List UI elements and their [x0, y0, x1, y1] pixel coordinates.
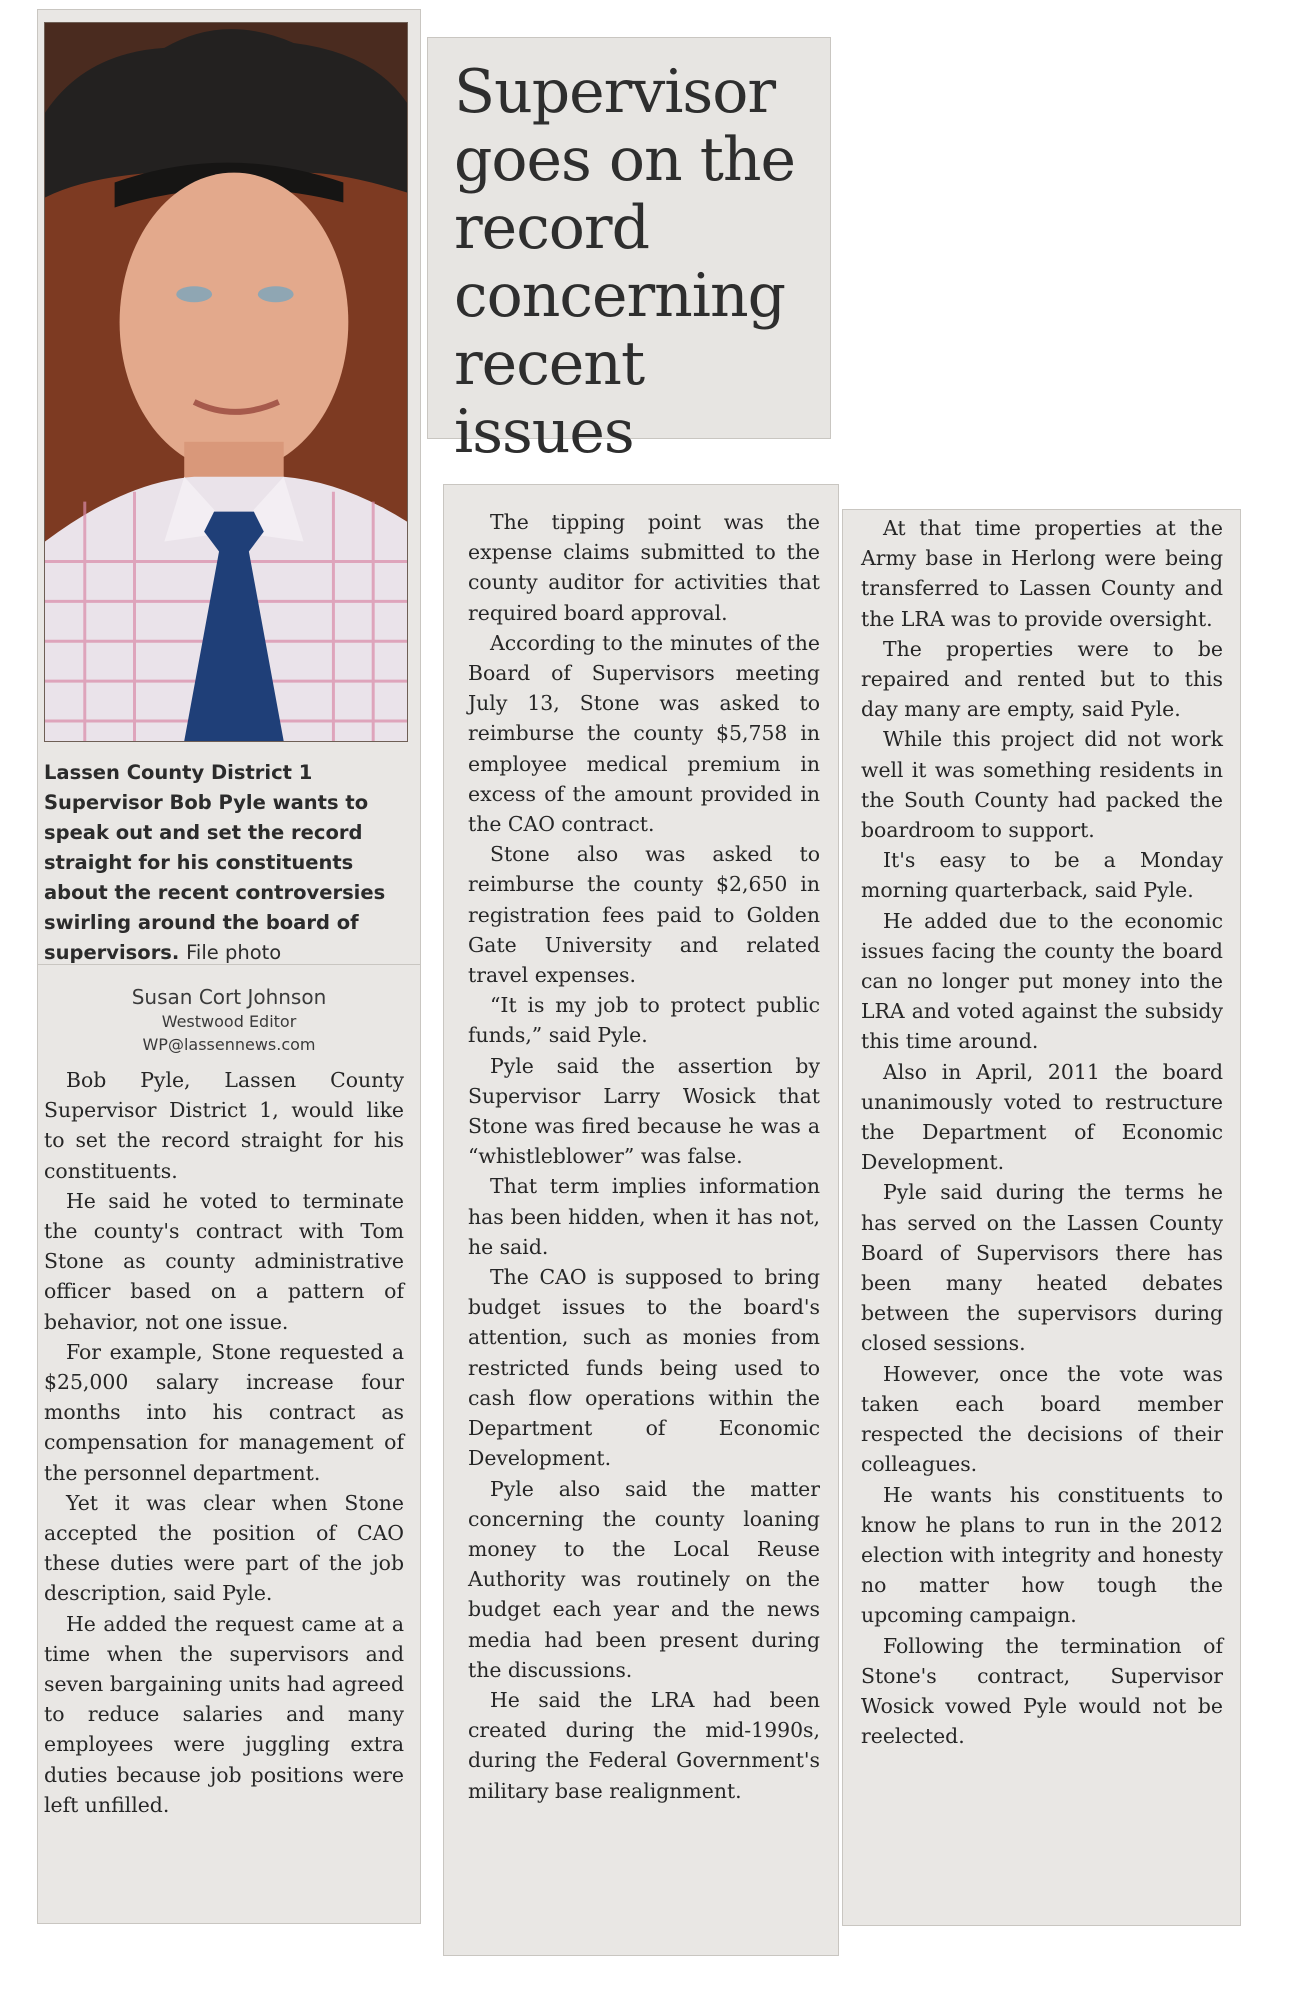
paragraph: Yet it was clear when Stone accepted the position of CAO these duties were part of the job description, said Pyle. [44, 1490, 404, 1606]
paragraph: He added the request came at a time when the supervisors and seven bargaining units had agreed to reduce salaries and many employees were juggling extra duties because job positions were left unfilled. [44, 1611, 404, 1817]
paragraph: According to the minutes of the Board of Supervisors meeting July 13, Stone was asked to reimburse the county $5,758 in employee medical premium in excess of the amount provided in the CAO contract. [468, 630, 820, 837]
paragraph: Pyle said during the terms he has served on the Lassen County Board of Supervisors there has been many heated debates between the supervisors during closed sessions. [861, 1180, 1223, 1356]
author-name: Susan Cort Johnson [131, 985, 327, 1009]
paragraph: He said he voted to terminate the county's contract with Tom Stone as county administrative officer based on a pattern of behavior, not one issue. [44, 1188, 404, 1334]
paragraph: That term implies information has been hidden, when it has not, he said. [468, 1174, 820, 1259]
column-1-clipping [38, 965, 420, 1923]
paragraph: He wants his constituents to know he plans to run in the 2012 election with integrity and honesty no matter how tough the upcoming campaign. [861, 1482, 1223, 1628]
paragraph: It's easy to be a Monday morning quarterback, said Pyle. [861, 848, 1223, 903]
paragraph: He said the LRA had been created during the mid-1990s, during the Federal Government's military base realignment. [468, 1687, 820, 1803]
author-email: WP@lassennews.com [142, 1035, 316, 1054]
paragraph: At that time properties at the Army base in Herlong were being transferred to Lassen County and the LRA was to provide oversight. [861, 516, 1223, 631]
paragraph: The properties were to be repaired and rented but to this day many are empty, said Pyle. [861, 636, 1223, 722]
paragraph: Also in April, 2011 the board unanimously voted to restructure the Department of Economic Development. [861, 1059, 1223, 1175]
photo-caption [44, 758, 412, 968]
paragraph: While this project did not work well it was something residents in the South County had packed the boardroom to support. [861, 727, 1223, 843]
column-2-clipping [444, 485, 838, 1955]
paragraph: However, once the vote was taken each board member respected the decisions of their colleagues. [861, 1361, 1223, 1477]
column-3-clipping [843, 510, 1240, 1925]
portrait-illustration [45, 23, 407, 741]
article-column-2 [468, 507, 820, 1806]
paragraph: He added due to the economic issues facing the county the board can no longer put money into the LRA and voted against the subsidy this time around. [861, 908, 1223, 1054]
article-column-1 [44, 1065, 404, 1820]
article-column-3 [861, 513, 1223, 1751]
photo-credit: File photo [186, 941, 282, 964]
paragraph: Bob Pyle, Lassen County Supervisor District 1, would like to set the record straight for his constituents. [44, 1068, 404, 1183]
paragraph: Stone also was asked to reimburse the county $2,650 in registration fees paid to Golden Gate University and related travel expenses. [468, 842, 820, 988]
paragraph: The CAO is supposed to bring budget issues to the board's attention, such as monies from restricted funds being used to cash flow operations within the Department of Economic Development. [468, 1265, 820, 1471]
paragraph: Pyle said the assertion by Supervisor Larry Wosick that Stone was fired because he was a “whistleblower” was false. [468, 1053, 820, 1169]
paragraph: Pyle also said the matter concerning the county loaning money to the Local Reuse Authority was routinely on the budget each year and the news media had been present during the discussions. [468, 1476, 820, 1682]
paragraph: The tipping point was the expense claims submitted to the county auditor for activities that required board approval. [468, 510, 820, 625]
paragraph: Following the termination of Stone's contract, Supervisor Wosick vowed Pyle would not be reelected. [861, 1633, 1223, 1749]
portrait-photo [44, 22, 408, 742]
photo-clipping [38, 10, 420, 965]
byline [38, 983, 420, 1057]
author-title: Westwood Editor [161, 1012, 297, 1031]
headline: Supervisor goes on the record concerning recent issues [454, 57, 796, 467]
paragraph: For example, Stone requested a $25,000 salary increase four months into his contract as compensation for management of the personnel department. [44, 1339, 404, 1485]
headline-clipping [428, 38, 830, 467]
paragraph: “It is my job to protect public funds,” said Pyle. [468, 993, 820, 1048]
caption-text: Lassen County District 1 Supervisor Bob Pyle wants to speak out and set the record straight for his constituents about the recent controversies swirling around the board of supervisors. [44, 761, 386, 964]
